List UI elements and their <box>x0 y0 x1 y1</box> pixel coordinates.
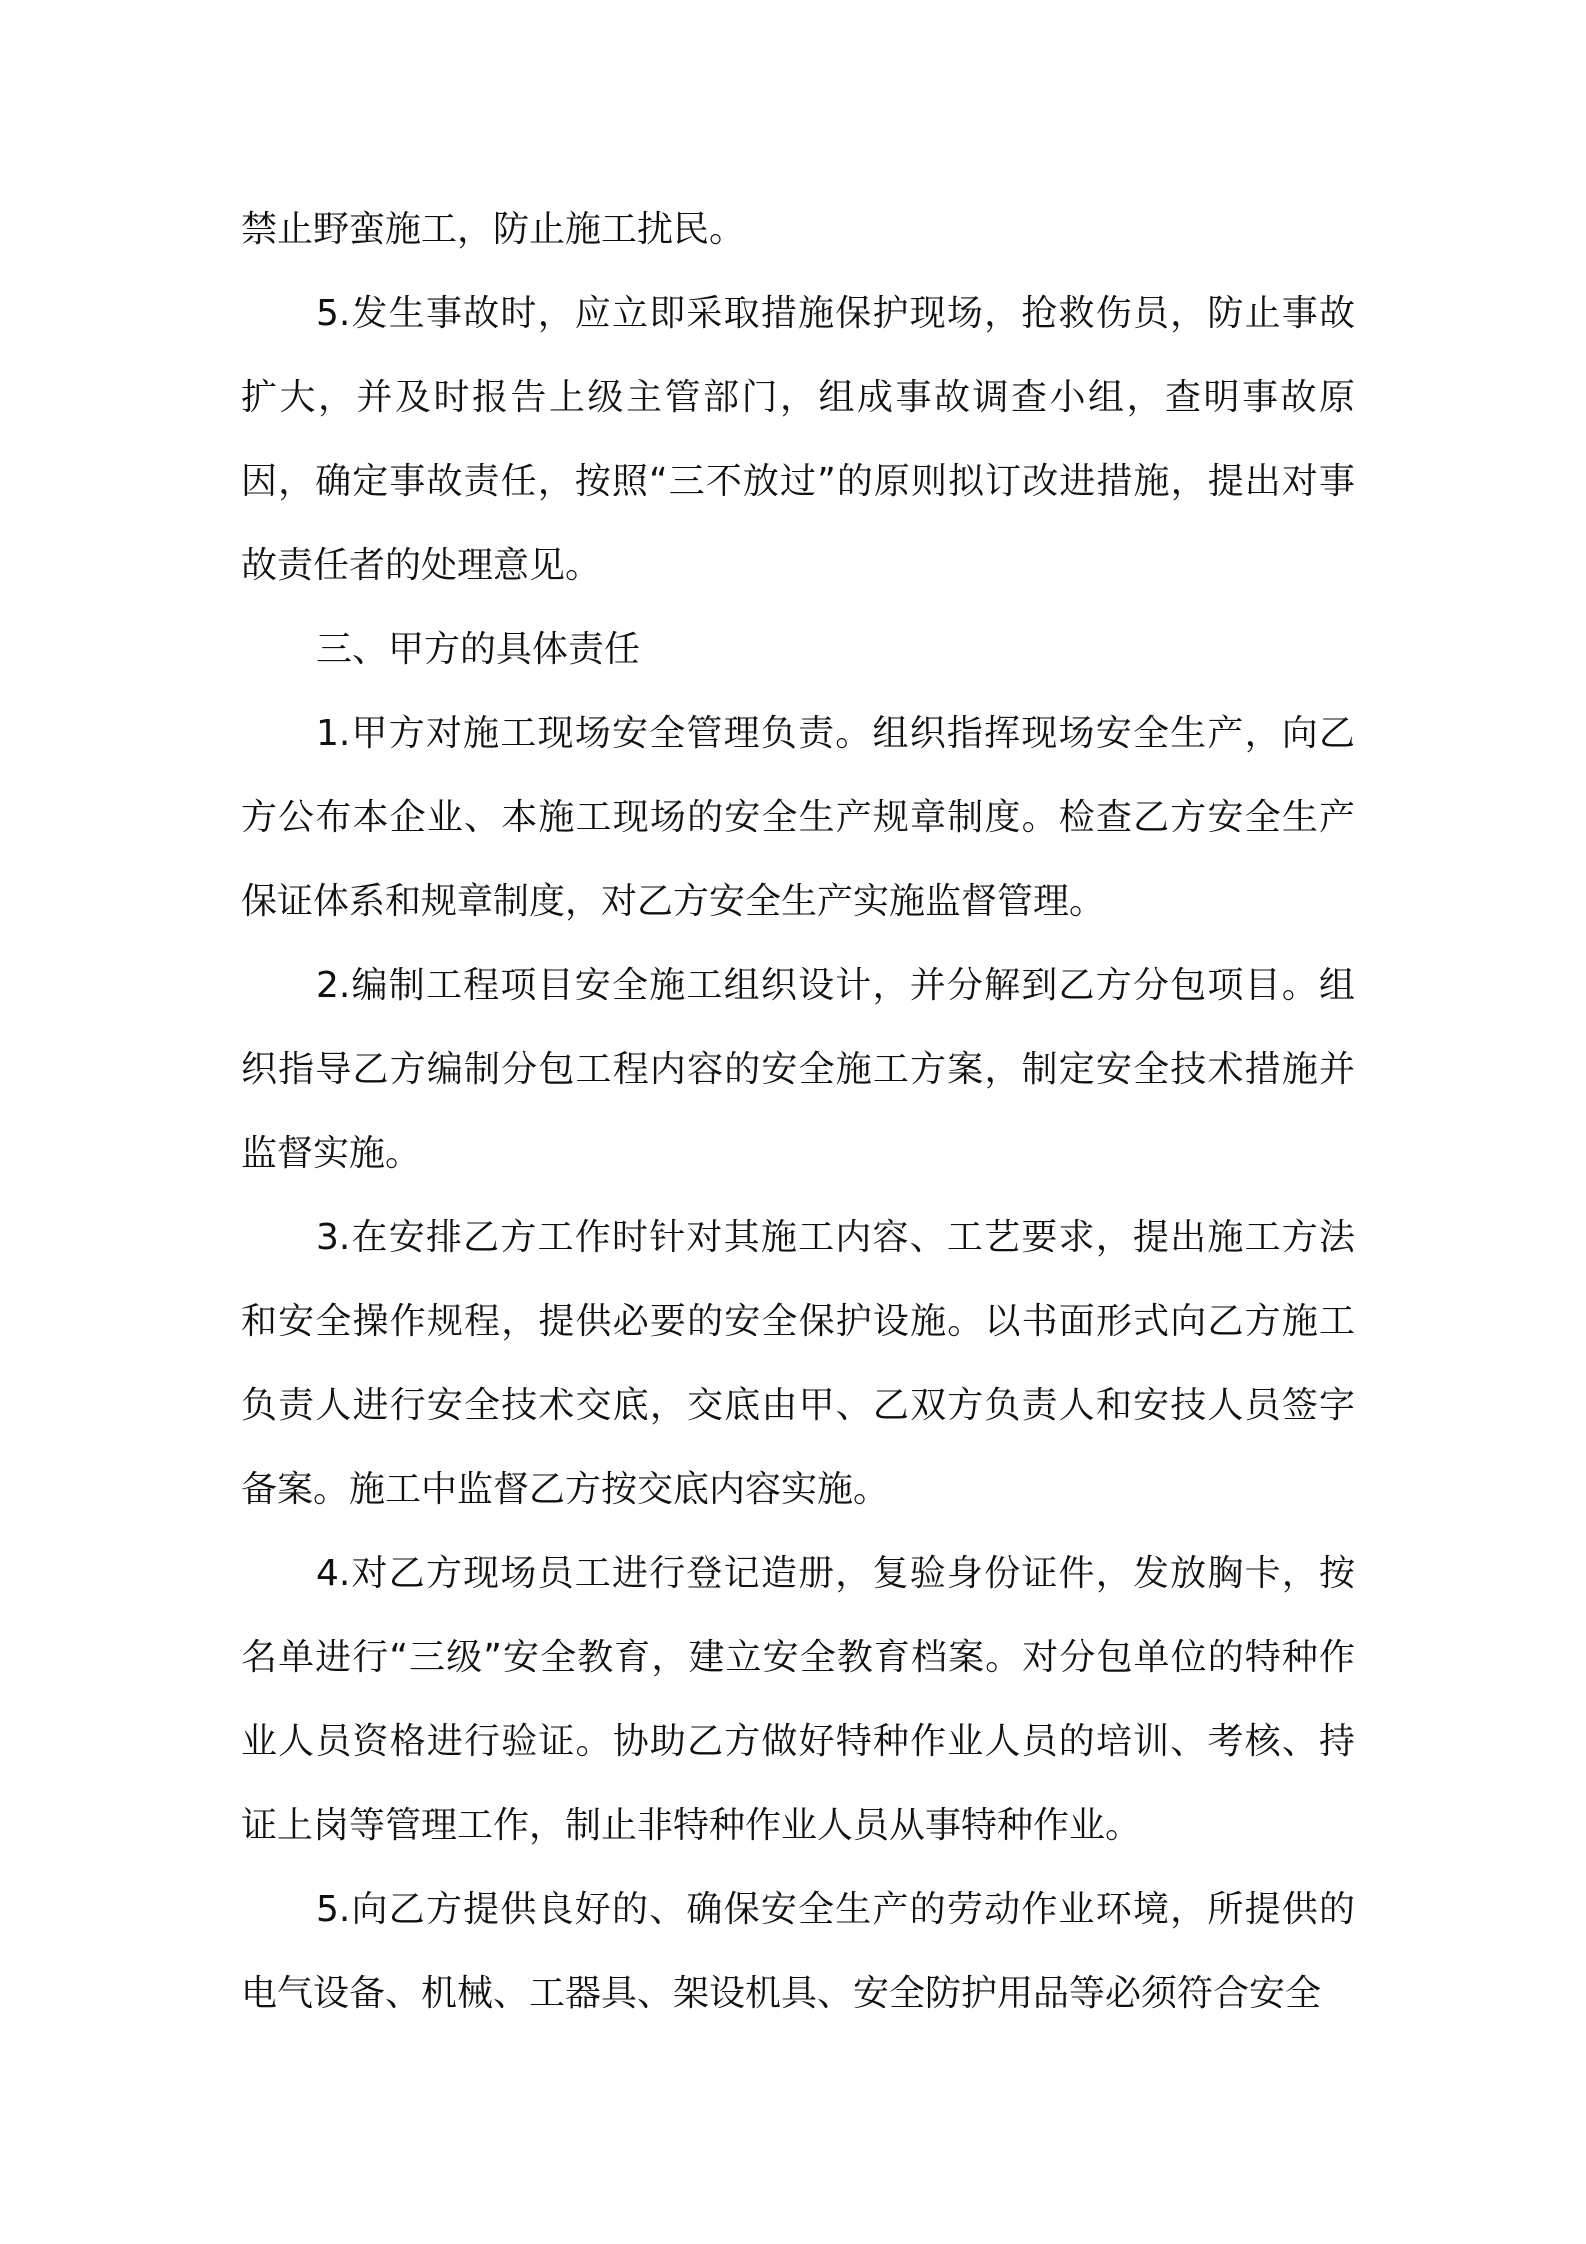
section-heading: 三、甲方的具体责任 <box>316 629 641 670</box>
paragraph-item-1: 1.甲方对施工现场安全管理负责。组织指挥现场安全生产，向乙方公布本企业、本施工现场的安全生产规章制度。检查乙方安全生产保证体系和规章制度，对乙方安全生产实施监督管理。 <box>241 713 1355 922</box>
paragraph-item-4: 4.对乙方现场员工进行登记造册，复验身份证件，发放胸卡，按名单进行“三级”安全教育，建立安全教育档案。对分包单位的特种作业人员资格进行验证。协助乙方做好特种作业人员的培训、考核、持证上岗等管理工作，制止非特种作业人员从事特种作业。 <box>241 1553 1355 1846</box>
document-body <box>241 188 1355 2036</box>
paragraph-item-2: 2.编制工程项目安全施工组织设计，并分解到乙方分包项目。组织指导乙方编制分包工程内容的安全施工方案，制定安全技术措施并监督实施。 <box>241 965 1355 1174</box>
paragraph-item-3: 3.在安排乙方工作时针对其施工内容、工艺要求，提出施工方法和安全操作规程，提供必要的安全保护设施。以书面形式向乙方施工负责人进行安全技术交底，交底由甲、乙双方负责人和安技人员签字备案。施工中监督乙方按交底内容实施。 <box>241 1217 1355 1510</box>
paragraph-continuation: 禁止野蛮施工，防止施工扰民。 <box>241 209 746 250</box>
paragraph-accident-handling: 5.发生事故时，应立即采取措施保护现场，抢救伤员，防止事故扩大，并及时报告上级主管部门，组成事故调查小组，查明事故原因，确定事故责任，按照“三不放过”的原则拟订改进措施，提出对事故责任者的处理意见。 <box>241 293 1355 586</box>
paragraph-item-5: 5.向乙方提供良好的、确保安全生产的劳动作业环境，所提供的电气设备、机械、工器具、架设机具、安全防护用品等必须符合安全 <box>241 1889 1355 2014</box>
